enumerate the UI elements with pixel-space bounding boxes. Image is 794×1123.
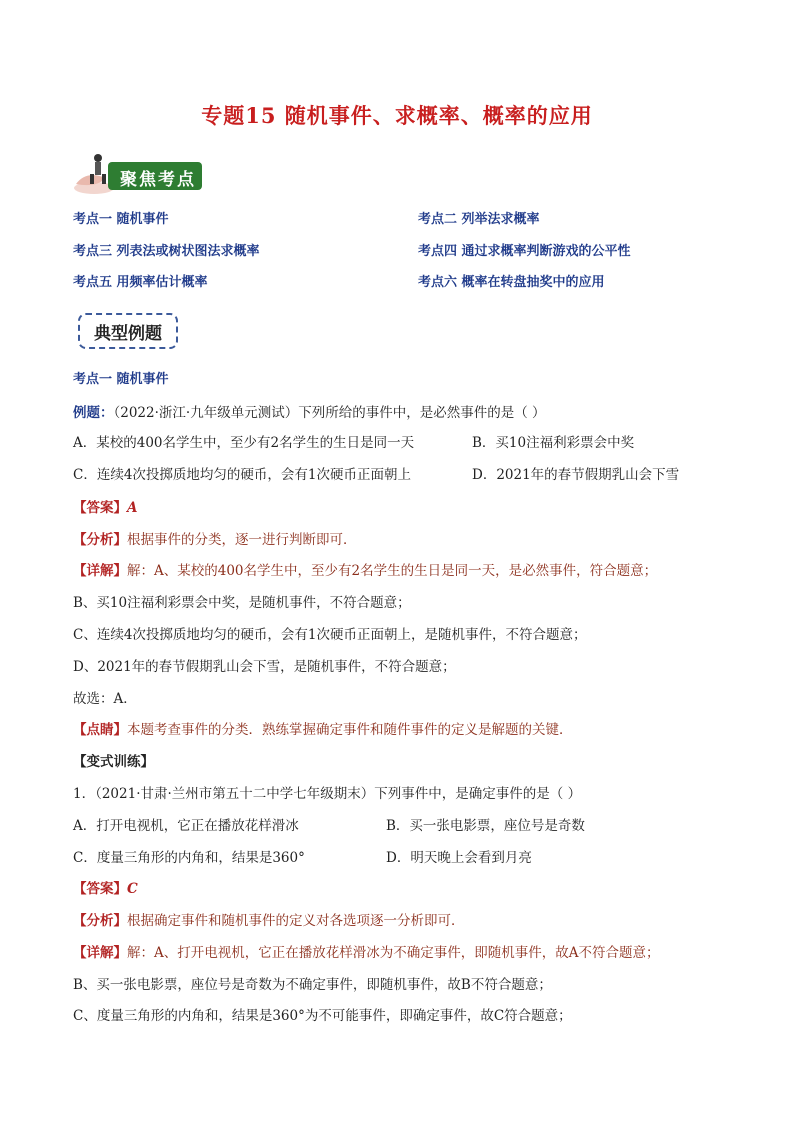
- practice-detail-tag: 【详解】: [73, 945, 127, 961]
- option-a: A．某校的400名学生中，至少有2名学生的生日是同一天: [73, 435, 415, 451]
- typical-example-box: 典型例题: [78, 313, 178, 349]
- practice-answer-tag: 【答案】: [73, 881, 127, 897]
- answer-value: A: [127, 500, 138, 516]
- kaodian-5: 考点五 用频率估计概率: [73, 275, 208, 290]
- practice-analysis-text: 根据确定事件和随机事件的定义对各选项逐一分析即可．: [127, 913, 465, 929]
- analysis-text: 根据事件的分类，逐一进行判断即可．: [127, 532, 357, 548]
- page-title: 专题15 随机事件、求概率、概率的应用: [201, 103, 593, 128]
- practice-answer-line: [73, 877, 138, 897]
- focus-banner: [72, 148, 204, 196]
- practice-detail-line-3: C、度量三角形的内角和，结果是360°为不可能事件，即确定事件，故C符合题意；: [73, 1008, 572, 1024]
- analysis-line: [73, 528, 357, 548]
- detail-line-4: D、2021年的春节假期乳山会下雪，是随机事件，不符合题意；: [73, 659, 456, 675]
- kaodian-3: 考点三 列表法或树状图法求概率: [73, 244, 260, 259]
- kaodian-1: 考点一 随机事件: [73, 212, 169, 227]
- practice-heading: 【变式训练】: [73, 754, 154, 770]
- example-lead: 例题：: [73, 405, 114, 421]
- practice-detail-line-2: B、买一张电影票，座位号是奇数为不确定事件，即随机事件，故B不符合题意；: [73, 977, 552, 993]
- detail-line-2: B、买10注福利彩票会中奖，是随机事件，不符合题意；: [73, 595, 411, 611]
- comment-text: 本题考查事件的分类．熟练掌握确定事件和随件事件的定义是解题的关键．: [127, 722, 573, 738]
- practice-option-a: A．打开电视机，它正在播放花样滑冰: [73, 818, 299, 834]
- section-heading: 考点一 随机事件: [73, 372, 169, 387]
- practice-question: 1．（2021·甘肃·兰州市第五十二中学七年级期末）下列事件中，是确定事件的是（ ）: [73, 786, 582, 802]
- practice-option-c: C．度量三角形的内角和，结果是360°: [73, 850, 305, 866]
- option-b: B．买10注福利彩票会中奖: [472, 435, 635, 451]
- kaodian-6: 考点六 概率在转盘抽奖中的应用: [418, 275, 605, 290]
- detail-line-1: [73, 559, 657, 579]
- option-d: D．2021年的春节假期乳山会下雪: [472, 467, 680, 483]
- detail-line-3: C、连续4次投掷质地均匀的硬币，会有1次硬币正面朝上，是随机事件，不符合题意；: [73, 627, 587, 643]
- practice-option-d: D．明天晚上会看到月亮: [386, 850, 532, 866]
- conclusion-line: 故选：A．: [73, 691, 137, 707]
- answer-tag: 【答案】: [73, 500, 127, 516]
- kaodian-4: 考点四 通过求概率判断游戏的公平性: [418, 244, 631, 259]
- practice-analysis-line: [73, 909, 465, 929]
- detail-tag: 【详解】: [73, 563, 127, 579]
- practice-analysis-tag: 【分析】: [73, 913, 127, 929]
- practice-option-b: B．买一张电影票，座位号是奇数: [386, 818, 585, 834]
- example-question: [73, 401, 545, 421]
- practice-detail-line-1: [73, 941, 660, 961]
- banner-label: 聚焦考点: [120, 170, 196, 190]
- comment-tag: 【点睛】: [73, 722, 127, 738]
- practice-detail-text-1: 解：A、打开电视机，它正在播放花样滑冰为不确定事件，即随机事件，故A不符合题意；: [127, 945, 660, 961]
- option-c: C．连续4次投掷质地均匀的硬币，会有1次硬币正面朝上: [73, 467, 412, 483]
- answer-line: [73, 496, 137, 516]
- example-stem: （2022·浙江·九年级单元测试）下列所给的事件中，是必然事件的是（ ）: [113, 405, 546, 421]
- detail-text-1: 解：A、某校的400名学生中，至少有2名学生的生日是同一天，是必然事件，符合题意；: [127, 563, 658, 579]
- kaodian-2: 考点二 列举法求概率: [418, 212, 540, 227]
- practice-answer-value: C: [127, 881, 138, 897]
- analysis-tag: 【分析】: [73, 532, 127, 548]
- comment-line: [73, 718, 573, 738]
